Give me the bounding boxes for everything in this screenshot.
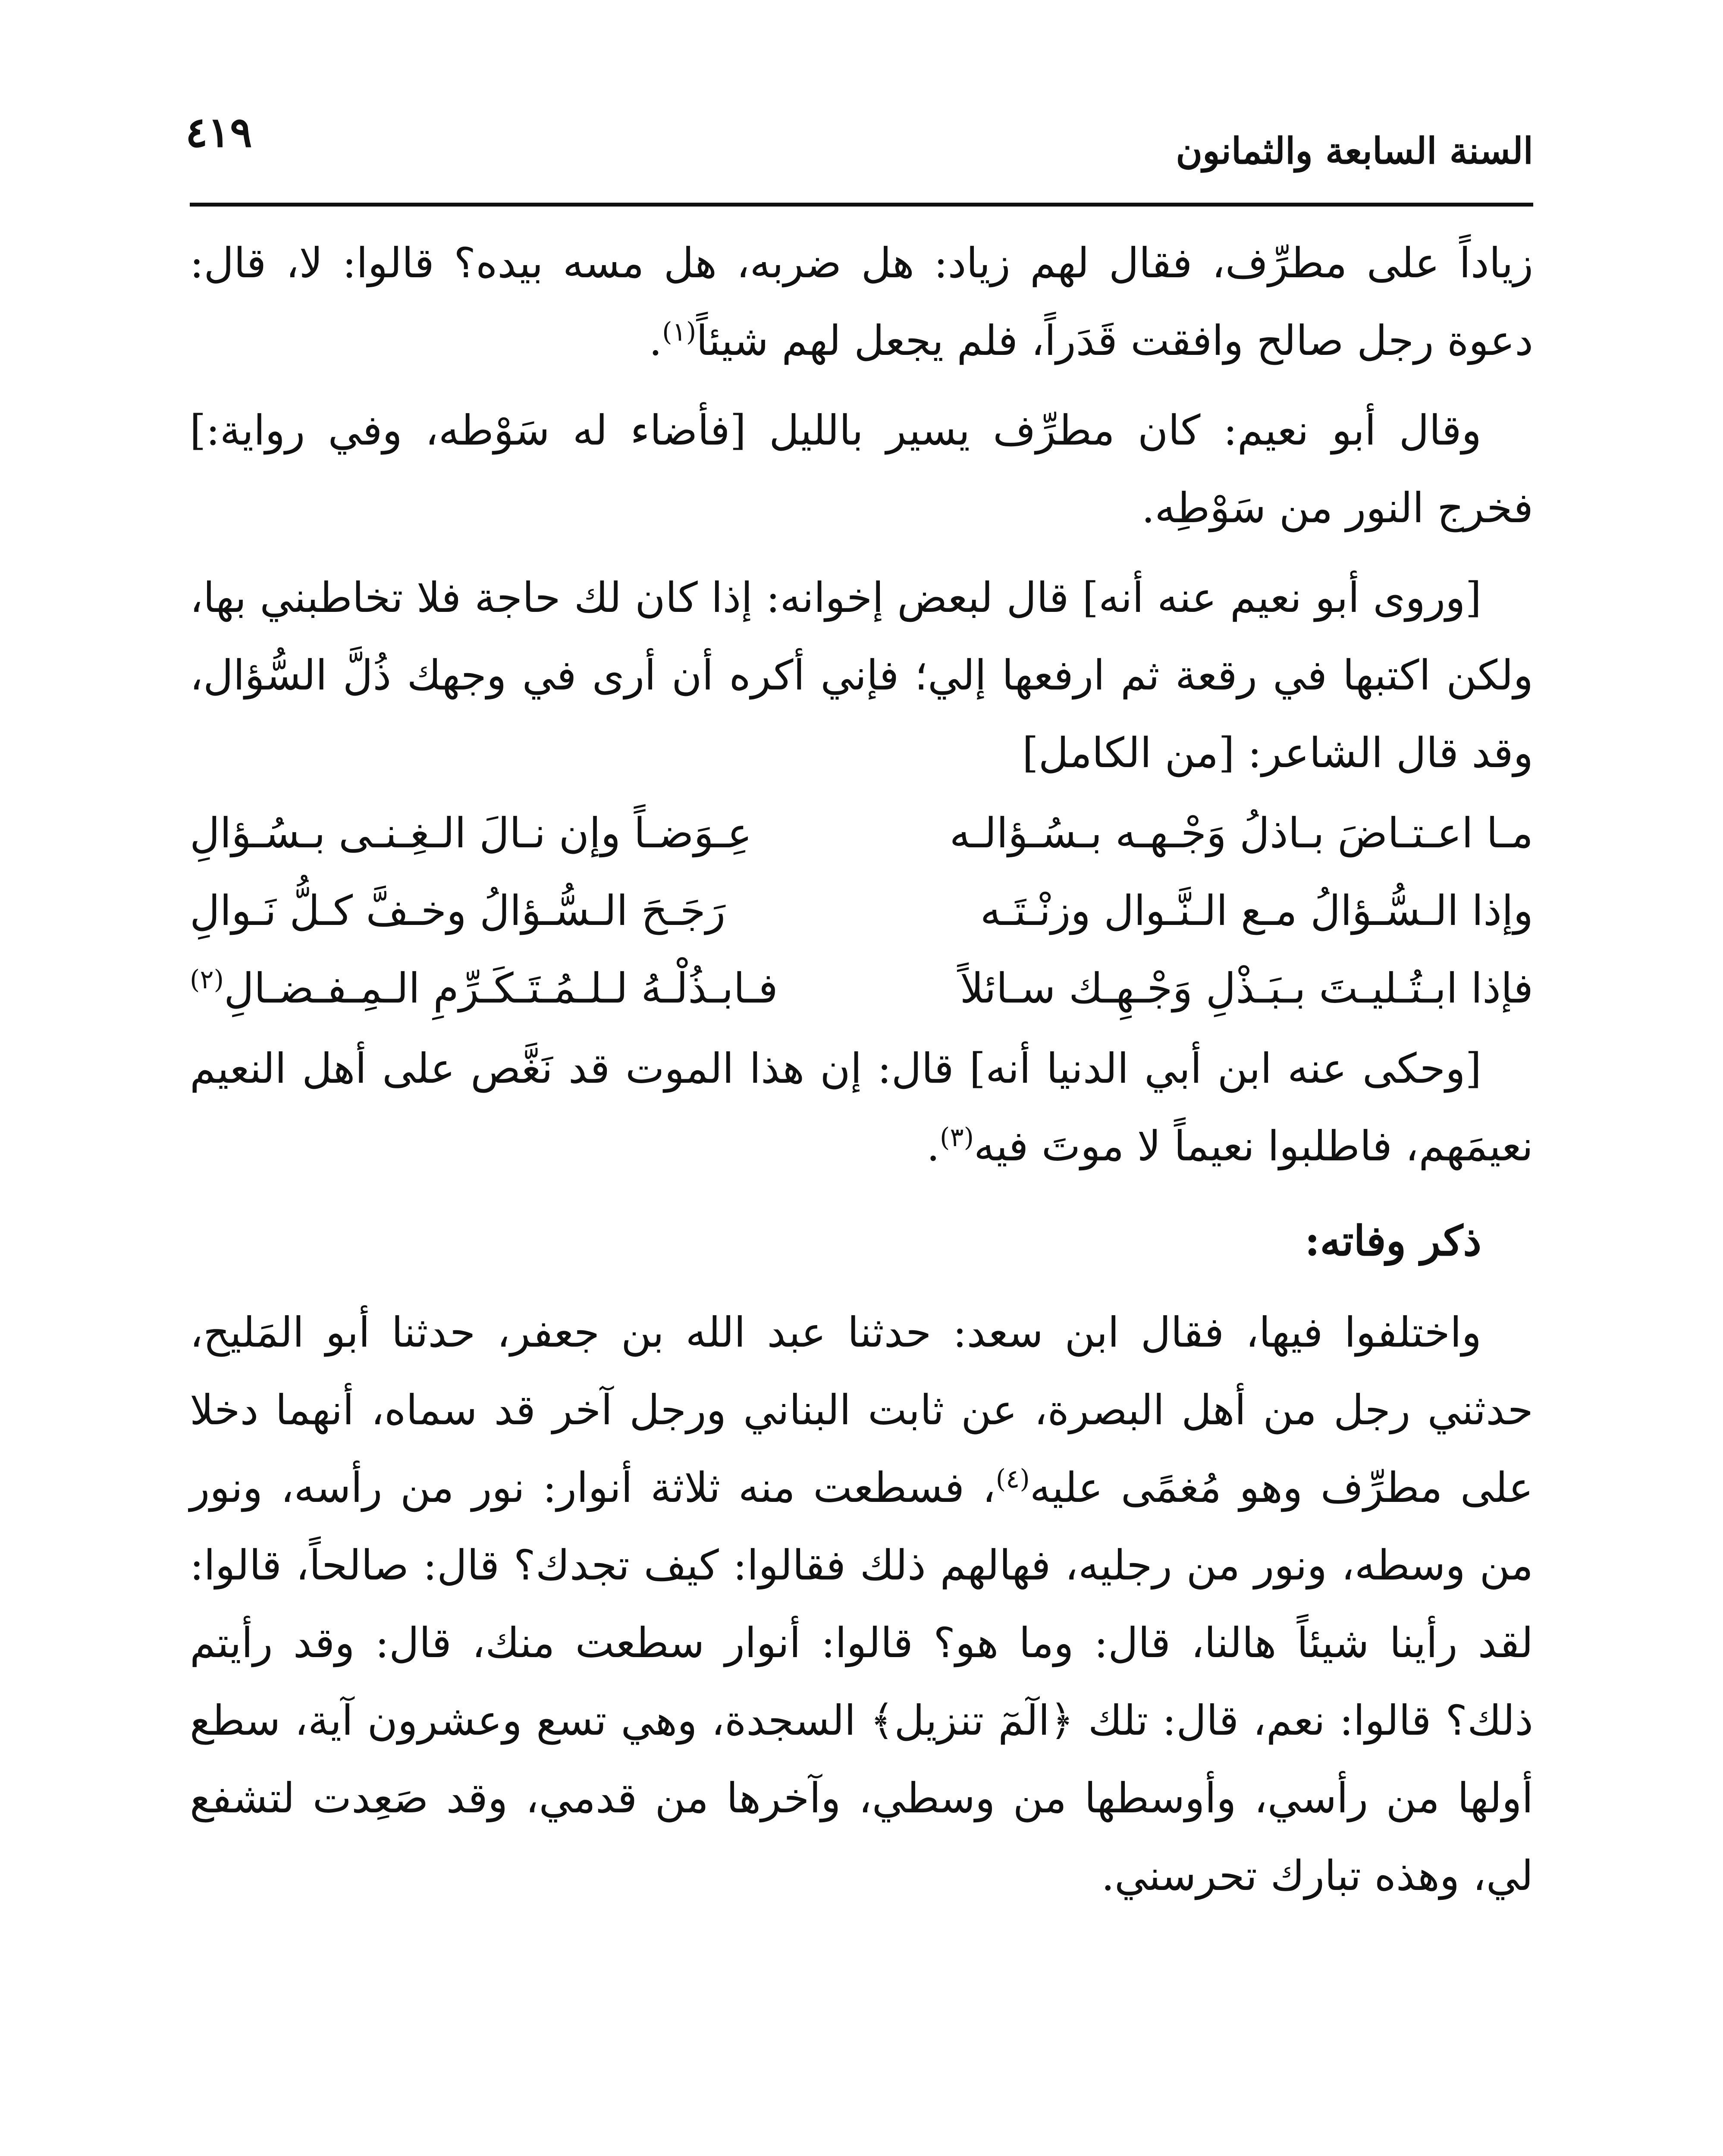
paragraph-1-end: . <box>649 317 662 365</box>
paragraph-1-text: زياداً على مطرِّف، فقال لهم زياد: هل ضربه، هل مسه بيده؟ قالوا: لا، قال: دعوة رجل صالح وافقت قَدَراً، فلم يجعل لهم شيئاً <box>190 239 1534 365</box>
paragraph-3: [وروى أبو نعيم عنه أنه] قال لبعض إخوانه: إذا كان لك حاجة فلا تخاطبني بها، ولكن اكتبها في رقعة ثم ارفعها إلي؛ فإني أكره أن أرى في وجهك ذُلَّ السُّؤال، وقد قال الشاعر: [من الكامل] <box>190 573 1533 777</box>
verse-3-second-hemistich <box>190 950 835 1027</box>
footnote-marker-2: (٢) <box>190 965 224 995</box>
verse-1-second-hemistich <box>190 794 835 872</box>
verse-2-second-hemistich <box>190 872 835 950</box>
paragraph-4-text: [وحكى عنه ابن أبي الدنيا أنه] قال: إن هذا الموت قد نَغَّص على أهل النعيم نعيمَهم، فاطلبوا نعيماً لا موتَ فيه <box>190 1044 1533 1170</box>
paragraph-5 <box>190 1294 1533 1915</box>
verse-1-second-text: عِـوَضـاً وإن نـالَ الـغِـنـى بـسُـؤالِ <box>190 809 752 857</box>
header-rule <box>190 203 1533 207</box>
paragraph-2: وقال أبو نعيم: كان مطرِّف يسير بالليل [فأضاء له سَوْطه، وفي رواية:] فخرج النور من سَوْطِه. <box>190 406 1533 532</box>
verse-1 <box>190 794 1533 872</box>
running-title: السنة السابعة والثمانون <box>1176 129 1533 172</box>
poem <box>190 794 1533 1027</box>
footnote-marker-3: (٣) <box>939 1122 974 1153</box>
paragraph-4-end: . <box>926 1122 940 1170</box>
footnote-marker-4: (٤) <box>995 1464 1030 1494</box>
verse-2-second-text: رَجَـحَ الـسُّـؤالُ وخـفَّ كـلُّ نَـوالِ <box>190 887 726 935</box>
verse-2-first-hemistich: وإذا الـسُّـؤالُ مـع الـنَّـوال وزنْـتَـه <box>980 887 1533 935</box>
paragraph-1 <box>190 224 1533 379</box>
main-text <box>190 224 1533 1915</box>
paragraph-4 <box>190 1030 1533 1185</box>
paragraph-5-text-b: ، فسطعت منه ثلاثة أنوار: نور من رأسه، ونور من وسطه، ونور من رجليه، فهالهم ذلك فقالوا: كيف تجدك؟ قال: صالحاً، قالوا: لقد رأينا شيئاً هالنا، قال: وما هو؟ قالوا: أنوار سطعت منك، قال: وقد رأيتم ذلك؟ قالوا: نعم، قال: تلك ﴿الٓمٓ تنزيل﴾ السجدة، وهي تسع وعشرون آية، سطع أولها من رأسي، وأوسطها من وسطي، وآخرها من قدمي، وقد صَعِدت لتشفع لي، وهذه تبارك تحرسني. <box>190 1463 1534 1900</box>
paragraph-5-text-a: واختلفوا فيها، فقال ابن سعد: حدثنا عبد الله بن جعفر، حدثنا أبو المَليح، حدثني رجل من أهل البصرة، عن ثابت البناني ورجل آخر قد سماه، أنهما دخلا على مطرِّف وهو مُغمًى عليه <box>190 1308 1534 1512</box>
verse-3-second-text: فـابـذُلْـهُ لـلـمُـتَـكَـرِّمِ الـمِـفـضـالِ <box>224 964 778 1012</box>
verse-3 <box>190 950 1533 1027</box>
section-heading: ذكر وفاته: <box>1305 1216 1481 1265</box>
verse-1-first-hemistich: مـا اعـتـاضَ بـاذلُ وَجْـهـه بـسُـؤالـه <box>949 809 1533 857</box>
verse-3-first-hemistich: فإذا ابـتُـليـتَ بـبَـذْلِ وَجْـهِـك سـائلاً <box>960 964 1533 1012</box>
footnote-marker-1: (١) <box>662 317 697 347</box>
page-number: ٤١٩ <box>185 108 252 157</box>
verse-2 <box>190 872 1533 950</box>
